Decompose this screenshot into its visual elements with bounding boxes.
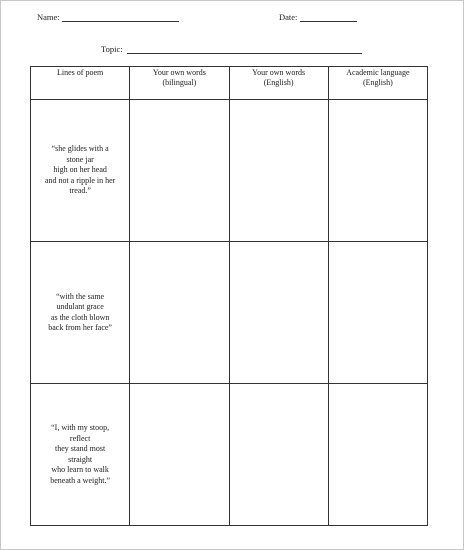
academic-language-cell[interactable] bbox=[328, 384, 427, 526]
poem-line: who learn to walk bbox=[51, 465, 109, 474]
column-header-line: Your own words bbox=[252, 68, 306, 77]
own-words-english-cell[interactable] bbox=[229, 242, 328, 384]
table-row bbox=[31, 242, 428, 384]
poem-line: high on her head bbox=[53, 165, 107, 175]
own-words-english-cell[interactable] bbox=[229, 384, 328, 526]
poem-line: “with the same bbox=[56, 291, 105, 301]
column-header-line: (English) bbox=[263, 78, 294, 87]
topic-field[interactable] bbox=[127, 53, 362, 54]
table-row bbox=[31, 384, 428, 526]
own-words-english-cell[interactable] bbox=[229, 100, 328, 242]
poem-line: straight bbox=[68, 454, 93, 464]
academic-language-cell[interactable] bbox=[328, 100, 427, 242]
poem-line: and not a ripple in her bbox=[44, 175, 116, 185]
poem-line: “I, with my stoop, bbox=[51, 423, 110, 432]
name-label: Name: bbox=[37, 12, 60, 22]
poem-line: “she glides with a bbox=[51, 144, 109, 154]
poem-line: reflect bbox=[69, 433, 91, 443]
column-header-own-words-english bbox=[229, 67, 328, 100]
poem-line: stone jar bbox=[66, 154, 94, 164]
poem-worksheet-table bbox=[30, 66, 428, 526]
topic-label: Topic: bbox=[101, 44, 123, 54]
poem-line: beneath a weight.” bbox=[50, 475, 110, 485]
date-field[interactable] bbox=[300, 21, 357, 22]
poem-line: undulant grace bbox=[56, 302, 104, 311]
table-header-row bbox=[31, 67, 428, 100]
poem-lines-cell bbox=[31, 384, 130, 526]
poem-lines-cell bbox=[31, 242, 130, 384]
column-header-line: (bilingual) bbox=[162, 78, 197, 87]
column-header-line: (English) bbox=[362, 78, 393, 87]
table-row bbox=[31, 100, 428, 242]
poem-line: back from her face” bbox=[48, 323, 112, 332]
column-header-line: Academic language bbox=[346, 68, 410, 77]
academic-language-cell[interactable] bbox=[328, 242, 427, 384]
column-header-line: Lines of poem bbox=[57, 68, 104, 77]
date-label: Date: bbox=[279, 12, 298, 22]
own-words-bilingual-cell[interactable] bbox=[130, 384, 229, 526]
own-words-bilingual-cell[interactable] bbox=[130, 242, 229, 384]
name-field[interactable] bbox=[62, 21, 179, 22]
poem-lines-cell bbox=[31, 100, 130, 242]
column-header-own-words-bilingual bbox=[130, 67, 229, 100]
poem-line: they stand most bbox=[55, 444, 106, 453]
poem-line: tread.” bbox=[69, 186, 91, 196]
column-header-line: Your own words bbox=[152, 68, 206, 77]
poem-line: as the cloth blown bbox=[50, 312, 110, 322]
own-words-bilingual-cell[interactable] bbox=[130, 100, 229, 242]
column-header-lines-of-poem bbox=[31, 67, 130, 100]
column-header-academic-language bbox=[328, 67, 427, 100]
